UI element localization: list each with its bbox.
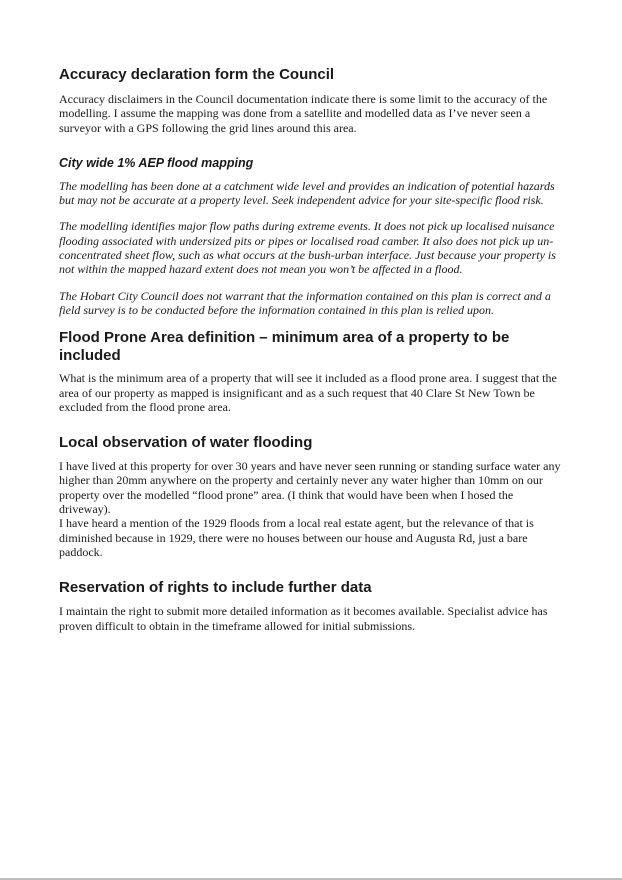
quote-modelling-catchment: The modelling has been done at a catchment wide level and provides an indication of potential hazards but may not be accurate at a property level. Seek independent advice for your site-specific flood risk. [59,178,555,208]
subheading-city-wide-mapping: City wide 1% AEP flood mapping [59,155,254,170]
paragraph-flood-prone-minimum-area: What is the minimum area of a property that will see it included as a flood prone area. I suggest that the area of our property as mapped is insignificant and as a such request that 40 Clare St New Town be excluded from the flood prone area. [59,371,557,414]
paragraph-reservation-of-rights: I maintain the right to submit more detailed information as it becomes available. Specialist advice has proven difficult to obtain in the timeframe allowed for initial submissions. [59,604,548,633]
quote-modelling-flow-paths: The modelling identifies major flow paths during extreme events. It does not pick up localised nuisance flooding associated with undersized pits or pipes or localised road camber. It also does not pick up un-concentrated sheet flow, such as what occurs at the bush-urban interface. Just because your property is not within the mapped hazard extent does not mean you won’t be affected in a flood. [59,219,556,277]
heading-flood-prone-definition: Flood Prone Area definition – minimum area of a property to be included [59,329,510,365]
paragraph-accuracy-disclaimer: Accuracy disclaimers in the Council documentation indicate there is some limit to the accuracy of the modelling. I assume the mapping was done from a satellite and modelled data as I’ve never seen a surveyor with a GPS following the grid lines around this area. [59,92,548,135]
quote-council-warranty: The Hobart City Council does not warrant that the information contained on this plan is correct and a field survey is to be conducted before the information contained in this plan is relied upon. [59,288,551,317]
paragraph-1929-floods: I have heard a mention of the 1929 floods from a local real estate agent, but the relevance of that is diminished because in 1929, there were no houses between our house and Augusta Rd, just a bare paddock. [59,516,534,559]
heading-reservation-of-rights: Reservation of rights to include further data [59,579,372,597]
heading-accuracy-declaration: Accuracy declaration form the Council [59,66,335,83]
paragraph-local-observation: I have lived at this property for over 30 years and have never seen running or standing surface water any higher than 20mm anywhere on the property and certainly never any water higher than 10mm on our property over the modelled “flood prone” area. (I think that would have been when I hosed the driveway). [59,459,561,517]
document-body [59,66,565,633]
heading-local-observation: Local observation of water flooding [59,434,313,452]
